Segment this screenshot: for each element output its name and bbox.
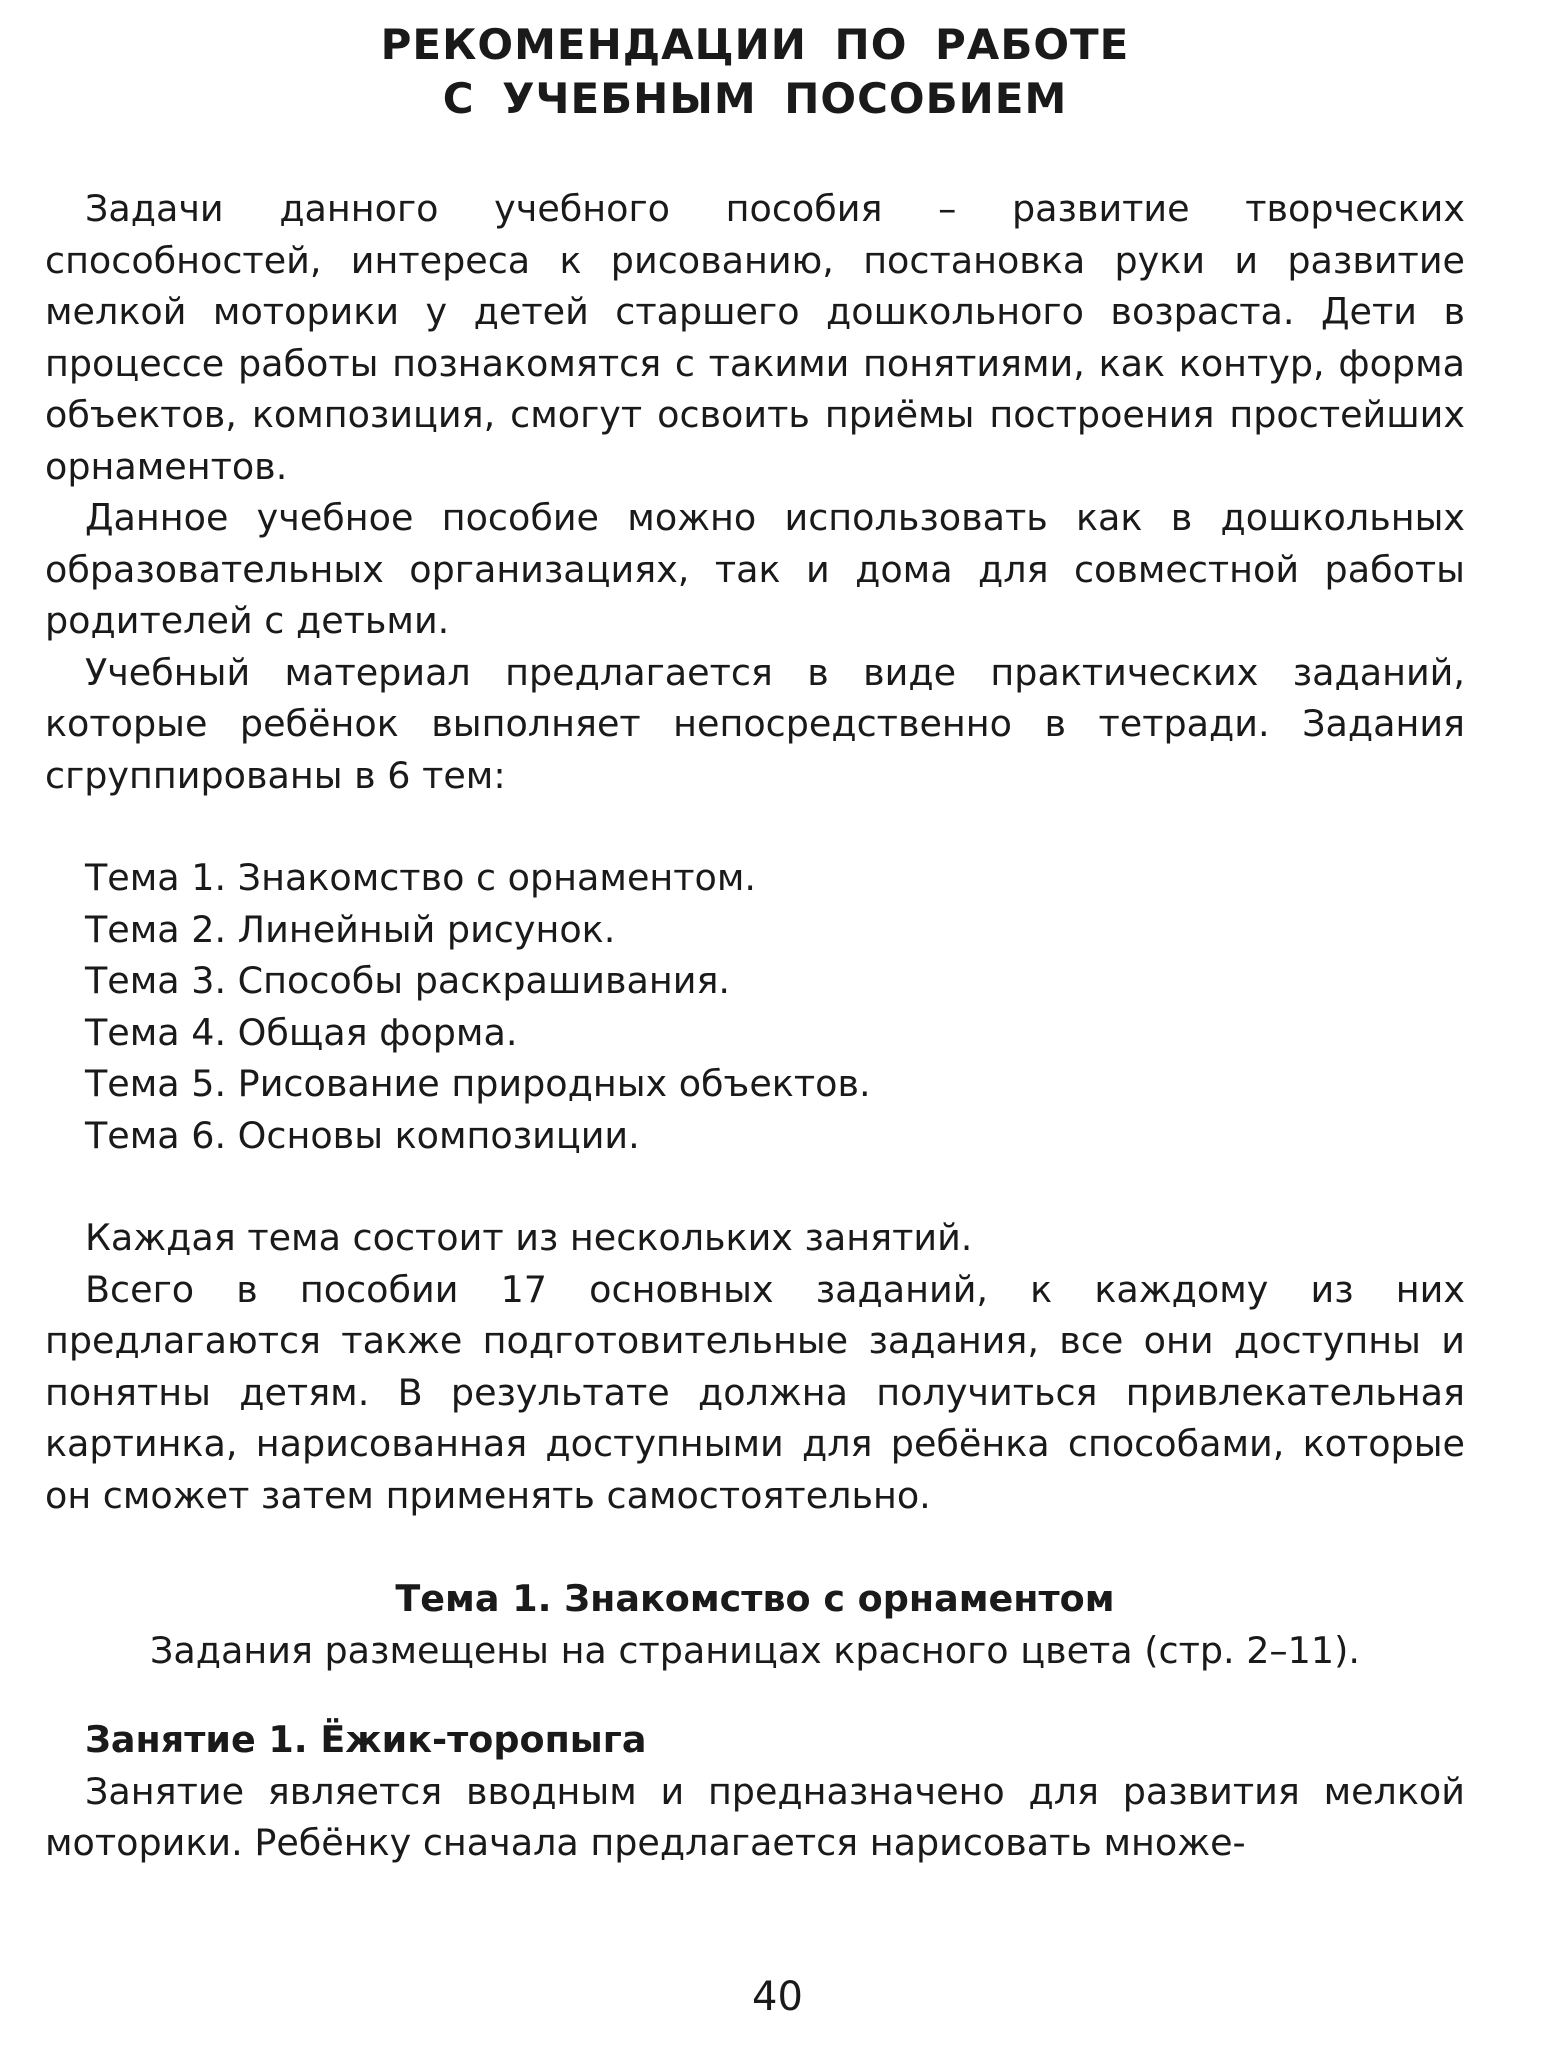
title-line-1: РЕКОМЕНДАЦИИ ПО РАБОТЕ (380, 20, 1130, 69)
topic-item-3: Тема 3. Способы раскрашивания. (85, 959, 731, 1002)
intro-section (45, 183, 1465, 801)
after-topics-section (45, 1212, 1465, 1521)
topic-list (45, 852, 1465, 1161)
page-number: 40 (752, 1974, 803, 2020)
document-page (45, 0, 1465, 2048)
intro-paragraph-2: Данное учебное пособие можно использовать как в дошкольных образовательных организациях, так и дома для совместной работы родителей с детьми. (45, 496, 1465, 642)
topic-item-2: Тема 2. Линейный рисунок. (85, 907, 616, 951)
page-title (45, 18, 1465, 126)
topic-item-1: Тема 1. Знакомство с орнаментом. (85, 856, 756, 899)
intro-paragraph-1: Задачи данного учебного пособия – развитие творческих способностей, интереса к рисованию, постановка руки и развитие мелкой моторики у детей старшего дошкольного возраста. Дети в процессе работы познакомятся с такими понятиями, как контур, форма объектов, композиция, смогут освоить приёмы построения простейших орнаментов. (45, 187, 1465, 488)
title-line-2: С УЧЕБНЫМ ПОСОБИЕМ (442, 74, 1068, 123)
lesson-heading: Занятие 1. Ёжик-торопыга (85, 1718, 647, 1761)
topic-item-5: Тема 5. Рисование природных объектов. (85, 1062, 871, 1105)
after-topics-paragraph-2: Всего в пособии 17 основных заданий, к каждому из них предлагаются также подготовительные задания, все они доступны и понятны детям. В результате должна получиться привлекательная картинка, нарисованная доступными для ребёнка способами, которые он сможет затем применять самостоятельно. (45, 1267, 1465, 1517)
lesson-paragraph: Занятие является вводным и предназначено для развития мелкой моторики. Ребёнку сначала предлагается нарисовать множе- (45, 1769, 1465, 1864)
after-topics-paragraph-1: Каждая тема состоит из нескольких занятий. (85, 1216, 973, 1259)
intro-paragraph-3: Учебный материал предлагается в виде практических заданий, которые ребёнок выполняет непосредственно в тетради. Задания сгруппированы в 6 тем: (45, 650, 1465, 797)
section-subheading: Задания размещены на страницах красного цвета (стр. 2–11). (150, 1628, 1360, 1672)
topic-item-4: Тема 4. Общая форма. (85, 1010, 518, 1054)
section-heading: Тема 1. Знакомство с орнаментом (395, 1577, 1115, 1620)
topic-item-6: Тема 6. Основы композиции. (85, 1113, 640, 1157)
